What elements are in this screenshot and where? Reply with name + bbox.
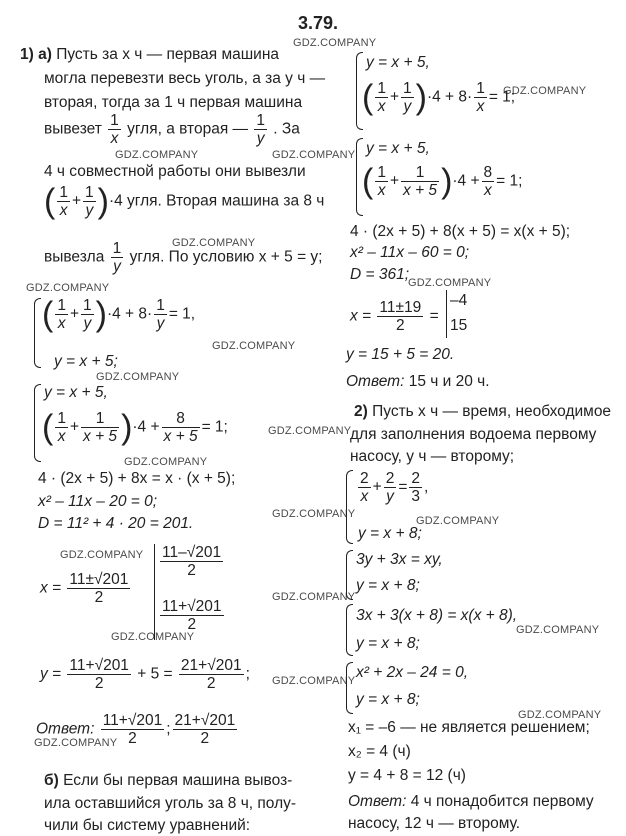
watermark: GDZ.COMPANY <box>518 709 602 721</box>
watermark: GDZ.COMPANY <box>96 371 180 383</box>
part-b-line-1 <box>44 773 292 789</box>
answer-label: Ответ: <box>346 373 405 390</box>
text: Пусть x ч — время, необходимое <box>372 403 612 420</box>
text: = 1; <box>488 88 516 106</box>
part-b-line-3: чили бы систему уравнений: <box>44 817 251 834</box>
text: x = <box>350 307 372 325</box>
answer <box>346 374 490 390</box>
equation: y = x + 8; <box>358 525 422 542</box>
numerator: 2 <box>411 470 420 487</box>
numerator: 1 <box>110 112 119 129</box>
watermark: GDZ.COMPANY <box>272 149 356 161</box>
denominator: x <box>483 182 492 200</box>
equation: y = x + 5; <box>54 353 118 370</box>
equation <box>40 657 250 692</box>
watermark: GDZ.COMPANY <box>172 237 256 249</box>
root <box>158 544 225 579</box>
text: ·4 + <box>132 418 160 436</box>
left-line-2: могла перевезти весь уголь, а за y ч — <box>44 70 326 87</box>
text: ·4 + 8· <box>106 305 153 323</box>
answer-line-2: насосу, 12 ч — второму. <box>348 815 521 832</box>
equation: ( $\frac{1}{x}$ + $\frac{1}{y}$ )·4 + 8· $\frac{1}{y}$ = 1, <box>42 295 196 334</box>
watermark: GDZ.COMPANY <box>268 425 352 437</box>
answer-text: 15 ч и 20 ч. <box>408 373 490 390</box>
left-line-7 <box>44 237 323 276</box>
answer <box>348 794 594 810</box>
equation: y = 15 + 5 = 20. <box>346 346 455 363</box>
numerator: 11+√201 <box>69 657 129 674</box>
watermark: GDZ.COMPANY <box>272 508 356 520</box>
numerator: 11–√201 <box>162 544 222 561</box>
watermark: GDZ.COMPANY <box>408 277 492 289</box>
equation: $\frac{2}{x}$ + $\frac{2}{y}$ = $\frac{2}{3}$ , <box>360 470 429 506</box>
numerator: 21+√201 <box>174 712 236 729</box>
denominator: 2 <box>187 562 196 580</box>
text: + 5 = <box>137 665 173 683</box>
denominator: x <box>110 130 119 148</box>
equation: ( $\frac{1}{x}$ + $\frac{1}{y}$ )·4 + 8· $\frac{1}{x}$ = 1; <box>362 78 516 117</box>
text: ; <box>245 665 250 683</box>
denominator: 2 <box>396 317 405 335</box>
equation <box>40 571 132 606</box>
denominator: y <box>403 98 412 116</box>
roots-divider <box>446 290 447 338</box>
denominator: x <box>360 488 369 506</box>
denominator: y <box>83 315 92 333</box>
text: x = <box>40 579 62 597</box>
numerator: 1 <box>59 184 68 201</box>
system-brace <box>346 604 353 656</box>
problem-number: 3.79. <box>298 13 339 33</box>
fraction <box>108 112 121 147</box>
answer-label: Ответ: <box>36 720 95 738</box>
part-2-line-2: для заполнения водоема первому <box>350 426 597 443</box>
numerator: 1 <box>83 297 92 314</box>
watermark: GDZ.COMPANY <box>60 549 144 561</box>
system-brace <box>34 384 41 462</box>
watermark: GDZ.COMPANY <box>293 37 377 49</box>
denominator: x + 5 <box>83 428 118 446</box>
numerator: 1 <box>57 410 66 427</box>
left-line-3: вторая, тогда за 1 ч первая машина <box>44 94 303 111</box>
numerator: 1 <box>403 80 412 97</box>
watermark: GDZ.COMPANY <box>272 591 356 603</box>
text: ; <box>166 720 171 738</box>
text: угля. По условию x + 5 = y; <box>129 248 323 266</box>
left-line-6: ( $\frac{1}{x}$ + $\frac{1}{y}$ )·4 угля. Вторая машина за 8 ч <box>44 182 325 221</box>
root-line: x₂ = 4 (ч) <box>348 743 411 760</box>
denominator: 3 <box>411 488 420 506</box>
numerator: 11+√201 <box>162 598 222 615</box>
denominator: x + 5 <box>403 182 438 200</box>
numerator: 1 <box>156 297 165 314</box>
watermark: GDZ.COMPANY <box>212 340 296 352</box>
denominator: y <box>386 488 394 506</box>
numerator: 2 <box>385 470 395 487</box>
part-b-line-2: ила оставшийся уголь за 8 ч, полу- <box>44 795 297 812</box>
denominator: 2 <box>200 730 210 748</box>
denominator: x <box>59 202 68 220</box>
equation: x = $\frac{11\pm 19}{2}$ = <box>350 299 439 335</box>
denominator: x <box>377 182 386 200</box>
numerator: 1 <box>57 297 66 314</box>
watermark: GDZ.COMPANY <box>272 675 356 687</box>
system-brace <box>346 470 353 544</box>
text: Если бы первая машина вывоз- <box>63 772 293 789</box>
equation: 4 · (2x + 5) + 8x = x · (x + 5); <box>38 470 236 487</box>
equation: y = x + 5, <box>366 140 430 157</box>
denominator: y <box>256 130 265 148</box>
denominator: x <box>476 98 485 116</box>
text: вывезет <box>44 120 102 138</box>
equation: y = x + 8; <box>356 635 420 652</box>
text: ·4 + 8· <box>426 88 473 106</box>
equation: x² – 11x – 20 = 0; <box>38 493 158 510</box>
text: y = <box>40 665 62 683</box>
denominator: x + 5 <box>163 428 198 446</box>
text: = <box>398 478 408 496</box>
equation: x² – 11x – 60 = 0; <box>350 244 470 261</box>
answer-label: Ответ: <box>348 793 407 810</box>
root-line: x₁ = –6 — не является решением; <box>348 719 590 736</box>
denominator: 2 <box>94 589 104 607</box>
numerator: 1 <box>112 240 122 257</box>
numerator: 1 <box>377 80 386 97</box>
numerator: 8 <box>483 164 493 181</box>
text: угля, а вторая — <box>127 120 249 138</box>
numerator: 11±19 <box>379 299 422 316</box>
watermark: GDZ.COMPANY <box>26 282 110 294</box>
equation: y = x + 8; <box>356 691 420 708</box>
system-brace <box>34 298 41 368</box>
roots-divider <box>154 544 155 640</box>
watermark: GDZ.COMPANY <box>111 631 195 643</box>
text: . За <box>273 120 300 138</box>
numerator: 1 <box>256 112 265 129</box>
equation: D = 11² + 4 · 20 = 201. <box>38 515 194 532</box>
watermark: GDZ.COMPANY <box>115 149 199 161</box>
numerator: 8 <box>162 410 200 428</box>
part-2-line-1 <box>354 404 611 420</box>
watermark: GDZ.COMPANY <box>124 456 208 468</box>
part-2-line-3: насосу, y ч — второму; <box>350 448 515 465</box>
numerator: 1 <box>476 80 485 97</box>
equation: D = 361; <box>350 266 410 283</box>
text: Пусть за x ч — первая машина <box>56 46 280 63</box>
text: = 1, <box>168 305 196 323</box>
equation: 3x + 3(x + 8) = x(x + 8), <box>356 607 518 624</box>
equation: y = x + 8; <box>356 577 420 594</box>
watermark: GDZ.COMPANY <box>416 515 500 527</box>
text: = 1; <box>201 418 228 436</box>
denominator: x <box>377 98 386 116</box>
denominator: 2 <box>206 675 216 693</box>
numerator: 1 <box>401 164 439 182</box>
system-brace <box>346 550 353 600</box>
numerator: 1 <box>81 410 119 428</box>
watermark: GDZ.COMPANY <box>503 85 587 97</box>
text: вывезла <box>44 248 105 266</box>
numerator: 21+√201 <box>180 657 242 674</box>
left-line-1 <box>20 47 279 63</box>
equation: ( $\frac{1}{x}$ + $\frac{1}{x + 5}$ )·4 + $\frac{8}{x}$ = 1; <box>362 162 523 201</box>
text: ·4 + <box>452 172 480 190</box>
part-number: 2) <box>354 403 368 420</box>
denominator: x <box>57 315 66 333</box>
equation: x² + 2x – 24 = 0, <box>356 664 469 681</box>
system-brace <box>346 662 353 714</box>
root: 15 <box>450 317 468 334</box>
denominator: 2 <box>94 675 104 693</box>
denominator: 2 <box>128 730 137 748</box>
part-letter: а) <box>38 46 52 63</box>
denominator: x <box>57 428 66 446</box>
equation: 4 · (2x + 5) + 8(x + 5) = x(x + 5); <box>350 223 571 240</box>
answer-text: 4 ч понадобится первому <box>410 793 594 810</box>
equation: y = x + 5, <box>366 54 430 71</box>
text: ·4 угля. Вторая машина за 8 ч <box>108 192 325 210</box>
denominator: 2 <box>187 616 197 634</box>
left-line-4 <box>44 112 300 147</box>
denominator: y <box>156 315 165 333</box>
left-line-5: 4 ч совместной работы они вывезли <box>44 163 306 180</box>
part-number: 1) <box>20 46 34 63</box>
root <box>158 598 226 633</box>
equation: 3y + 3x = xy, <box>356 551 443 568</box>
answer <box>36 712 239 747</box>
numerator: 1 <box>377 164 386 181</box>
result-line: y = 4 + 8 = 12 (ч) <box>348 767 466 784</box>
equation: y = x + 5, <box>44 384 108 401</box>
equation: ( $\frac{1}{x}$ + $\frac{1}{x + 5}$ )·4 + $\frac{8}{x + 5}$ = 1; <box>42 408 228 447</box>
text: = 1; <box>496 172 523 190</box>
root: –4 <box>450 292 468 309</box>
numerator: 11+√201 <box>102 712 163 729</box>
numerator: 1 <box>85 184 94 201</box>
fraction <box>254 112 267 147</box>
watermark: GDZ.COMPANY <box>34 737 118 749</box>
numerator: 2 <box>360 470 369 487</box>
numerator: 11±√201 <box>69 571 129 588</box>
watermark: GDZ.COMPANY <box>516 624 600 636</box>
denominator: y <box>85 202 94 220</box>
denominator: y <box>113 258 121 276</box>
part-letter: б) <box>44 772 59 789</box>
